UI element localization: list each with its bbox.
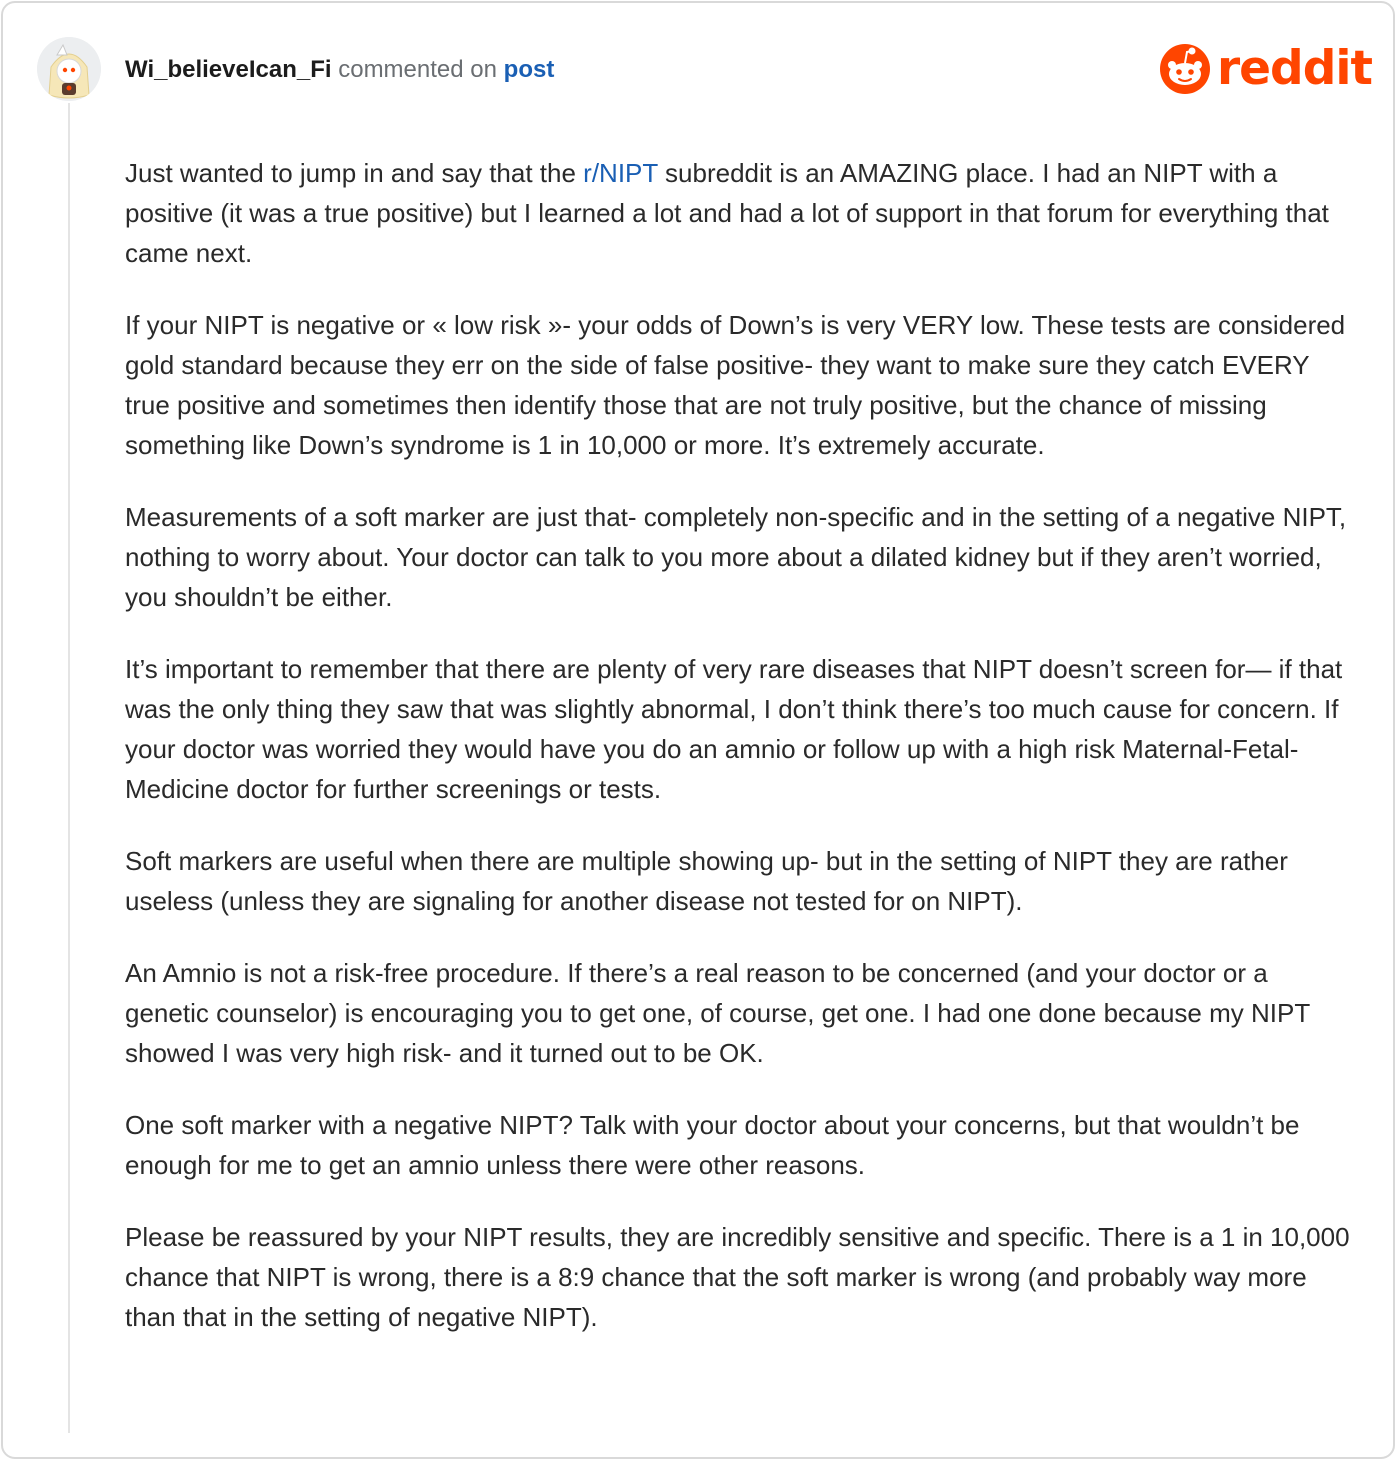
paragraph-5: Soft markers are useful when there are multiple showing up- but in the setting of NIPT they are rather useless (unless they are signaling for another disease not tested for on NIPT). [125, 846, 1288, 916]
paragraph-6: An Amnio is not a risk-free procedure. If there’s a real reason to be concerned (and your doctor or a genetic counselor) is encouraging you to get one, of course, get one. I had one done because my NIPT showed I was very high risk- and it turned out to be OK. [125, 958, 1310, 1068]
comment-body [125, 153, 1355, 1369]
reddit-logo[interactable] [1159, 41, 1372, 97]
reddit-snoo-icon [1159, 43, 1211, 95]
comment-action-text: commented on [338, 56, 497, 83]
post-link[interactable]: post [503, 56, 555, 83]
paragraph-2: If your NIPT is negative or « low risk »- your odds of Down’s is very VERY low. These tests are considered gold standard because they err on the side of false positive- they want to make sure they catch EVERY true positive and sometimes then identify those that are not truly positive, but the chance of missing something like Down’s syndrome is 1 in 10,000 or more. It’s extremely accurate. [125, 310, 1346, 460]
paragraph-7: One soft marker with a negative NIPT? Talk with your doctor about your concerns, but that wouldn’t be enough for me to get an amnio unless there were other reasons. [125, 1110, 1300, 1180]
paragraph-1-start: Just wanted to jump in and say that the [125, 158, 584, 188]
subreddit-link[interactable]: r/NIPT [583, 158, 658, 188]
paragraph-3: Measurements of a soft marker are just that- completely non-specific and in the setting of a negative NIPT, nothing to worry about. Your doctor can talk to you more about a dilated kidney but if they aren’t worried, you shouldn’t be either. [125, 502, 1347, 612]
paragraph-1-end: subreddit is an AMAZING place. I had an NIPT with a positive (it was a true positive) but I learned a lot and had a lot of support in that forum for everything that came next. [125, 158, 1329, 268]
paragraph-4: It’s important to remember that there are plenty of very rare diseases that NIPT doesn’t screen for— if that was the only thing they saw that was slightly abnormal, I don’t think there’s too much cause for concern. If your doctor was worried they would have you do an amnio or follow up with a high risk Maternal-Fetal-Medicine doctor for further screenings or tests. [125, 654, 1343, 804]
reddit-wordmark: reddit [1217, 41, 1372, 96]
paragraph-1 [125, 153, 1355, 273]
comment-header [125, 55, 554, 85]
thread-line[interactable] [68, 103, 70, 1433]
username[interactable]: Wi_believeIcan_Fi [125, 56, 332, 83]
user-avatar-icon[interactable] [37, 37, 101, 101]
comment-card [1, 1, 1395, 1459]
paragraph-8: Please be reassured by your NIPT results, they are incredibly sensitive and specific. There is a 1 in 10,000 chance that NIPT is wrong, there is a 8:9 chance that the soft marker is wrong (and probably way more than that in the setting of negative NIPT). [125, 1222, 1350, 1332]
